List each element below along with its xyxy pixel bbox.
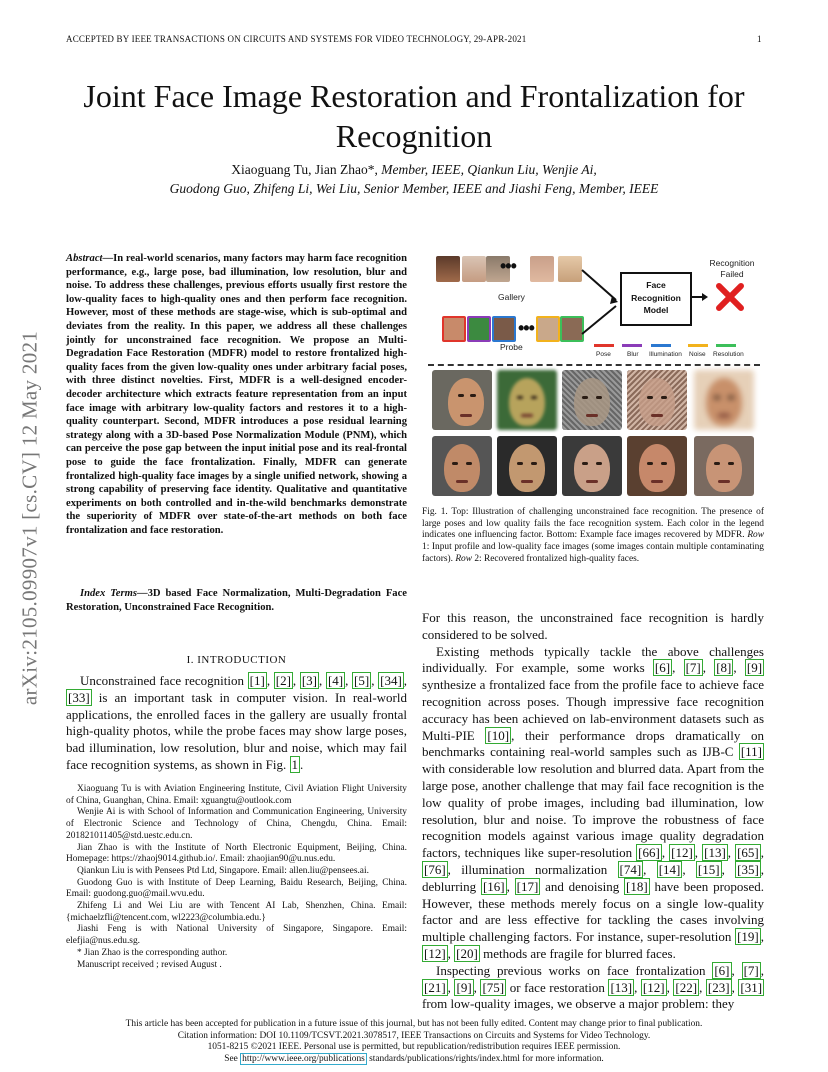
probe-face-thumbnail xyxy=(536,316,560,342)
citation-link[interactable]: [76] xyxy=(424,861,446,877)
citation-link[interactable]: [8] xyxy=(716,660,732,676)
page-number: 1 xyxy=(757,34,762,44)
intro-paragraph: Unconstrained face recognition [1] , [2] , [3] , [4] , [5] , [34] , [33] is an important task in computer vision. In real-world applications, the enrolled faces in the gallery are usually frontal high-quality photos, while the probe faces may show large poses, bad illumination, low resolution, blur and noise, which may fail face recognition systems, as shown in Fig. 1 . xyxy=(66,673,408,772)
result-line: Failed xyxy=(720,269,744,279)
figure-link[interactable]: 1 xyxy=(291,756,298,772)
index-terms-label: Index Terms xyxy=(80,588,137,599)
probe-label: Probe xyxy=(500,342,523,352)
legend-label: Resolution xyxy=(713,351,744,358)
paragraph: Inspecting previous works on face frontalization [6] , [7] , [21] , [9] , [75] or face restoration [13] , [12] , [22] , [23] , [31] from low-quality images, we observe a major problem: they xyxy=(422,962,764,1012)
figure-1 xyxy=(424,254,766,494)
legend-label: Noise xyxy=(689,351,706,358)
running-head: ACCEPTED BY IEEE TRANSACTIONS ON CIRCUITS AND SYSTEMS FOR VIDEO TECHNOLOGY, 29-APR-2021 xyxy=(66,34,527,44)
face-recognition-model-box xyxy=(620,272,692,326)
gallery-face-thumbnail xyxy=(462,256,486,282)
author-list xyxy=(40,160,788,198)
citation-link[interactable]: [3] xyxy=(301,673,318,688)
body-text: methods are fragile for blurred faces. xyxy=(479,945,676,961)
body-text: , illumination normalization xyxy=(447,861,618,877)
citation-link[interactable]: [15] xyxy=(697,861,720,877)
citation-link[interactable]: [22] xyxy=(675,979,698,995)
citation-link[interactable]: [1] xyxy=(249,673,265,688)
input-face-image xyxy=(562,370,622,430)
probe-face-thumbnail xyxy=(442,316,466,342)
recovered-face-image xyxy=(627,436,687,496)
footnote: Manuscript received ; revised August . xyxy=(77,959,222,970)
index-terms xyxy=(66,587,407,614)
legend-label: Pose xyxy=(596,351,611,358)
citation-link[interactable]: [16] xyxy=(482,878,505,894)
citation-link[interactable]: [5] xyxy=(354,673,370,688)
body-text: from low-quality images, we observe a major problem: they xyxy=(422,996,735,1012)
citation-link[interactable]: [4] xyxy=(327,673,344,688)
body-text: have been proposed. However, these methods merely focus on a single low-quality factor and are less effective for tackling the cases involving multiple challenging factors. For instance, super-resolution xyxy=(422,878,764,945)
paper-title: Joint Face Image Restoration and Frontalization for Recognition xyxy=(83,78,745,154)
probe-face-thumbnail xyxy=(467,316,491,342)
footnotes xyxy=(66,784,407,971)
arxiv-stamp: arXiv:2105.09907v1 [cs.CV] 12 May 2021 xyxy=(17,330,42,706)
figure-divider xyxy=(428,364,760,366)
legend-swatch xyxy=(594,344,614,347)
citation-link[interactable]: [65] xyxy=(737,845,759,861)
ieee-publications-link[interactable]: http://www.ieee.org/publications xyxy=(242,1053,365,1064)
footnote: * Jian Zhao is the corresponding author. xyxy=(77,947,228,958)
footnote: Jiashi Feng is with National University of Singapore, Singapore. Email: elefjia@nus.edu.sg. xyxy=(66,924,407,947)
input-face-image xyxy=(627,370,687,430)
citation-link[interactable]: [11] xyxy=(740,744,762,760)
footer-text: See xyxy=(224,1053,241,1064)
body-text: Existing methods typically tackle the above challenges individually. For example, some works xyxy=(422,643,764,676)
gallery-face-thumbnail xyxy=(530,256,554,282)
citation-link[interactable]: [74] xyxy=(619,861,642,877)
citation-link[interactable]: [2] xyxy=(275,673,291,688)
intro-text: Unconstrained face recognition xyxy=(80,673,248,688)
citation-link[interactable]: [19] xyxy=(737,929,759,945)
legend-swatch xyxy=(651,344,671,347)
legend-label: Illumination xyxy=(649,351,682,358)
gallery-label: Gallery xyxy=(498,292,525,302)
footnote: Jian Zhao is with the Institute of North Electronic Equipment, Beijing, China. Homepage: https://zhaoj9014.github.io/. Email: zhaojian90@u.nus.edu. xyxy=(66,842,407,865)
footnote: Qiankun Liu is with Pensees Ptd Ltd, Singapore. Email: allen.liu@pensees.ai. xyxy=(77,865,369,876)
result-line: Recognition xyxy=(709,258,755,268)
authors-line1-plain: Xiaoguang Tu, Jian Zhao*, xyxy=(231,162,382,177)
citation-link[interactable]: [18] xyxy=(625,878,648,894)
recovered-face-image xyxy=(432,436,492,496)
citation-link[interactable]: [20] xyxy=(456,945,478,961)
input-face-image xyxy=(497,370,557,430)
citation-link[interactable]: [13] xyxy=(610,979,633,995)
body-text: , their performance drops dramatically on benchmarks containing real-world samples such as IJB-C xyxy=(422,727,764,760)
index-terms-text: —3D based Face Normalization, Multi-Degradation Face Restoration, Unconstrained Face Recognition. xyxy=(66,588,407,613)
recovered-face-image xyxy=(497,436,557,496)
footer-line: 1051-8215 ©2021 IEEE. Personal use is permitted, but republication/redistribution requires IEEE permission. xyxy=(207,1042,621,1053)
footnote: Zhifeng Li and Wei Liu are with Tencent AI Lab, Shenzhen, China. Email: {michaelzfli@tencent.com, wl2223@columbia.edu.} xyxy=(66,901,407,923)
legend-swatch xyxy=(622,344,642,347)
citation-link[interactable]: [10] xyxy=(487,727,510,743)
citation-link[interactable]: [6] xyxy=(654,660,671,676)
citation-link[interactable]: [12] xyxy=(671,845,693,861)
intro-text: . xyxy=(300,756,304,772)
citation-link[interactable]: [35] xyxy=(737,861,759,877)
citation-link[interactable]: [21] xyxy=(424,979,446,995)
caption-text: 1: Input profile and low-quality face images (some images contain multiple contaminating factors). xyxy=(422,542,764,564)
abstract-text: —In real-world scenarios, many factors may harm face recognition performance, e.g., large pose, bad illumination, low resolution, blur and noise. To address these challenges, previous efforts usually first restore the low-quality faces to high-quality ones and then perform face recognition. However, most of these methods are stage-wise, which is sub-optimal and deviates from the reality. In this paper, we address all these challenges jointly for unconstrained face recognition. We propose an Multi-Degradation Face Restoration (MDFR) model to restore frontalized high-quality faces from the given low-quality ones under arbitrary facial poses, with three distinct novelties. First, MDFR is a well-designed encoder-decoder architecture which extracts feature representation from an input face image with arbitrary low-quality factors and restores it to a high-quality counterpart. Second, MDFR introduces a pose residual learning strategy along with a 3D-based Pose Normalization Module (PNM), which can perceive the pose gap between the input initial pose and its real-frontal pose to guide the face frontalization. Finally, MDFR can generate frontalized high-quality face images by a single unified network, showing a strong capability of preserving face identity. Qualitative and quantitative experiments on both controlled and in-the-wild benchmarks demonstrate the superiority of MDFR over state-of-the-art methods on both face frontalization and face restoration. xyxy=(66,253,407,536)
caption-text: Top: Illustration of challenging unconstrained face recognition. The presence of large poses and low quality fails the face recognition system. Each color in the legend indicates one influencing factor. Bottom: Example face images recovered by MDFR. xyxy=(422,507,764,541)
figure-caption xyxy=(422,507,764,566)
authors-line2: Guodong Guo, Zhifeng Li, Wei Liu, Senior Member, IEEE and Jiashi Feng, Member, IEEE xyxy=(169,181,659,196)
caption-row: Row xyxy=(455,553,472,564)
section-heading: I. INTRODUCTION xyxy=(186,654,287,666)
model-line: Model xyxy=(643,305,669,315)
ellipsis-icon: ••• xyxy=(500,256,516,276)
citation-link[interactable]: [23] xyxy=(707,979,730,995)
model-line: Face xyxy=(646,280,666,290)
legend-label: Blur xyxy=(627,351,639,358)
body-text: , deblurring xyxy=(422,861,765,894)
authors-line1-italic: Member, IEEE, Qiankun Liu, Wenjie Ai, xyxy=(381,162,597,177)
caption-row: Row xyxy=(747,530,764,541)
citation-link[interactable]: [17] xyxy=(516,878,539,894)
abstract-label: Abstract xyxy=(66,253,103,264)
legend-swatch xyxy=(716,344,736,347)
paragraph: Existing methods typically tackle the above challenges individually. For example, some works [6] , [7] , [8] , [9] synthesize a frontalized face from the profile face to achieve face recognition across poses. Though impressive face recognition accuracy has been achieved on lab-environment datasets such as Multi-PIE [10] , their performance drops dramatically on benchmarks containing real-world samples such as IJB-C [11] with considerable low resolution and blurred data. Apart from the large pose, another challenge that may fail face recognition is the low quality of probe images, including bad illumination, low resolution, blur and noise. To improve the robustness of face recognition models against various image quality degradation factors, techniques like super-resolution [66] , [12] , [13] , [65] , [76] , illumination normalization [74] , [14] , [15] , [35] , deblurring [16] , [17] and denoising [18] have been proposed. However, these methods merely focus on a single low-quality factor and are less effective for tackling the cases involving multiple challenging factors. For instance, super-resolution [19] , [12] , [20] methods are fragile for blurred faces. xyxy=(422,643,765,961)
probe-face-thumbnail xyxy=(492,316,516,342)
input-face-image xyxy=(432,370,492,430)
footnote: Wenjie Ai is with School of Information and Communication Engineering, University of Electronic Science and Technology of China, Chengdu, China. Email: 201821011405@std.uestc.edu.cn. xyxy=(66,807,407,841)
page-footer xyxy=(40,1019,788,1065)
citation-link[interactable]: [9] xyxy=(746,660,763,676)
footnote: Guodong Guo is with Institute of Deep Learning, Baidu Research, Beijing, China. Email: guodong.guo@mail.wvu.edu. xyxy=(66,877,407,900)
citation-link[interactable]: [13] xyxy=(704,845,726,861)
footer-line: Citation information: DOI 10.1109/TCSVT.2021.3078517, IEEE Transactions on Circuits and Systems for Video Technology. xyxy=(177,1030,651,1041)
body-text: and denoising xyxy=(540,878,624,894)
input-face-image xyxy=(694,370,754,430)
citation-link[interactable]: [33] xyxy=(68,689,90,705)
arxiv-sidebar xyxy=(10,278,50,758)
citation-link[interactable]: [75] xyxy=(482,979,505,995)
body-text: synthesize a frontalized face from the profile face to achieve face recognition across poses. Though impressive face recognition accuracy has been achieved on lab-environment datasets such as Multi-PIE xyxy=(422,677,764,743)
citation-link[interactable]: [9] xyxy=(456,979,472,995)
citation-link[interactable]: [31] xyxy=(740,979,763,995)
caption-text: 2: Recovered frontalized high-quality faces. xyxy=(472,553,640,564)
red-x-icon xyxy=(714,282,746,312)
footer-line: This article has been accepted for publication in a future issue of this journal, but has not been fully edited. Content may change prior to final publication. xyxy=(125,1019,703,1029)
body-text: or face restoration xyxy=(506,979,609,995)
citation-link[interactable]: [14] xyxy=(658,861,681,877)
citation-link[interactable]: [12] xyxy=(642,979,665,995)
model-line: Recognition xyxy=(631,292,681,303)
recovered-face-image xyxy=(562,436,622,496)
citation-link[interactable]: [7] xyxy=(743,962,759,978)
body-text: with considerable low resolution and blurred data. Apart from the large pose, another challenge that may fail face recognition is the low quality of probe images, including bad illumination, low resolution, blur and noise. To improve the robustness of face recognition models against various image quality degradation factors, techniques like super-resolution xyxy=(422,761,764,861)
legend-swatch xyxy=(688,344,708,347)
footnote: Xiaoguang Tu is with Aviation Engineering Institute, Civil Aviation Flight University of China, Guanghan, China. Email: xguangtu@outlook.com xyxy=(66,784,407,806)
footer-text: standards/publications/rights/index.html for more information. xyxy=(366,1053,604,1064)
citation-link[interactable]: [7] xyxy=(685,660,701,676)
abstract xyxy=(66,252,407,537)
citation-link[interactable]: [12] xyxy=(424,945,446,961)
citation-link[interactable]: [6] xyxy=(714,962,730,978)
intro-text: is an important task in computer vision. In real-world applications, the enrolled faces in the gallery are usually frontal high-quality photos, while the probe faces may show large poses, bad illumination, low resolution, blur and noise, which may fail face recognition systems, as shown in Fig. xyxy=(66,689,407,772)
recognition-failed-label xyxy=(702,258,762,280)
caption-label: Fig. 1. xyxy=(422,507,448,517)
gallery-face-thumbnail xyxy=(436,256,460,282)
ellipsis-icon: ••• xyxy=(518,318,534,338)
citation-link[interactable]: [34] xyxy=(380,673,402,688)
body-text: Inspecting previous works on face frontalization xyxy=(436,962,713,978)
recovered-face-image xyxy=(694,436,754,496)
paragraph: For this reason, the unconstrained face recognition is hardly considered to be solved. xyxy=(422,610,764,642)
right-column-body xyxy=(422,610,764,1013)
footer-line xyxy=(40,1054,788,1066)
citation-link[interactable]: [66] xyxy=(638,845,660,861)
